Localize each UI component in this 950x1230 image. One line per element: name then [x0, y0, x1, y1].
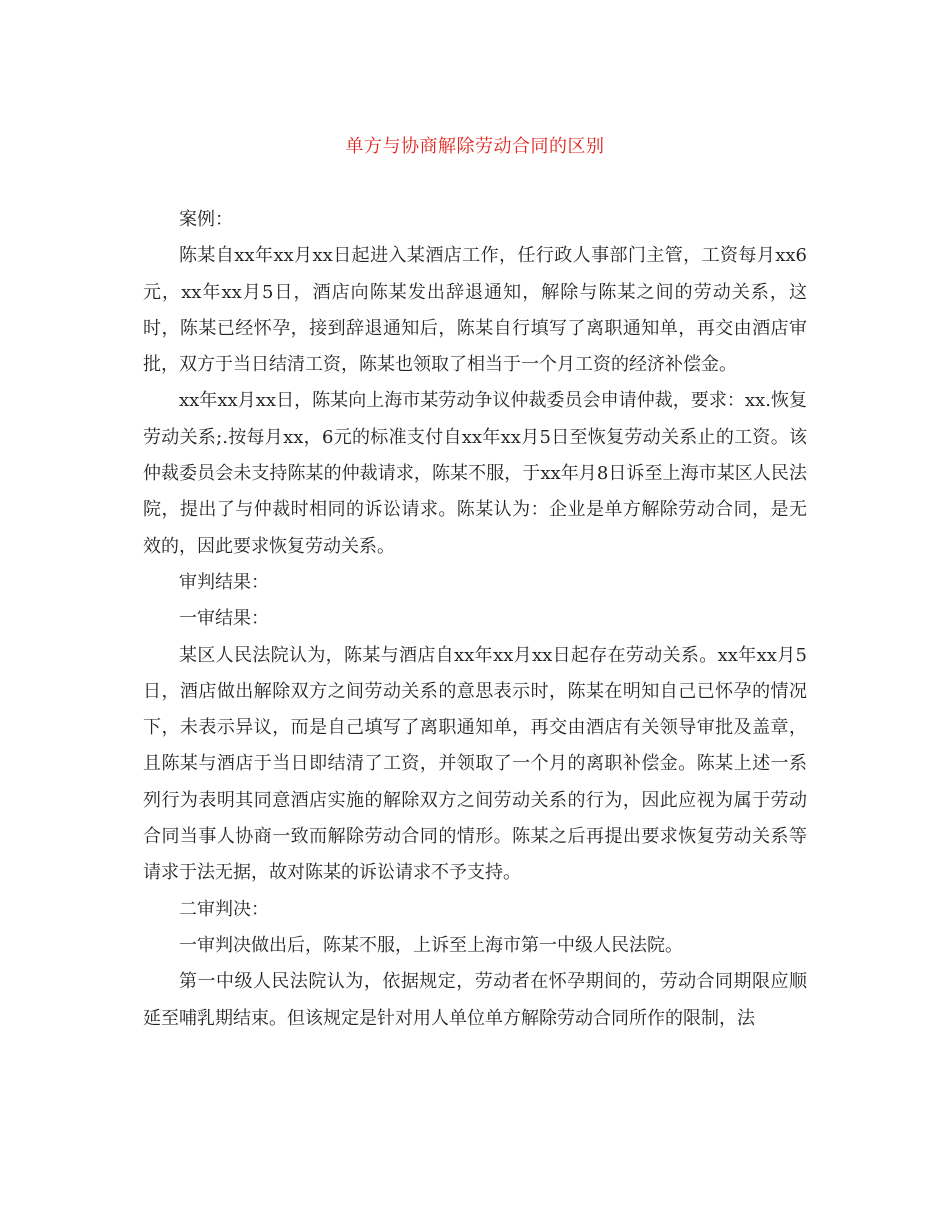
paragraph-case-heading: 案例：: [179, 209, 233, 230]
paragraph-second-instance-heading: 二审判决：: [179, 898, 269, 920]
paragraph-first-instance-reasoning: 某区人民法院认为，陈某与酒店自xx年xx月xx日起存在劳动关系。xx年xx月5日，酒店做出解除双方之间劳动关系的意思表示时，陈某在明知自己已怀孕的情况下，未表示异议，而是自己填写了离职通知单，再交由酒店有关领导审批及盖章，且陈某与酒店于当日即结清了工资，并领取了一个月的离职补偿金。陈某上述一系列行为表明其同意酒店实施的解除双方之间劳动关系的行为，因此应视为属于劳动合同当事人协商一致而解除劳动合同的情形。陈某之后再提出要求恢复劳动关系等请求于法无据，故对陈某的诉讼请求不予支持。: [143, 644, 807, 884]
paragraph-judgment-heading: 审判结果：: [179, 571, 269, 593]
paragraph-appeal: 一审判决做出后，陈某不服，上诉至上海市第一中级人民法院。: [179, 934, 683, 956]
document-body: [143, 202, 807, 1037]
paragraph-arbitration: xx年xx月xx日，陈某向上海市某劳动争议仲裁委员会申请仲裁，要求：xx.恢复劳动关系;.按每月xx，6元的标准支付自xx年xx月5日至恢复劳动关系止的工资。该仲裁委员会未支持陈某的仲裁请求，陈某不服，于xx年月8日诉至上海市某区人民法院，提出了与仲裁时相同的诉讼请求。陈某认为：企业是单方解除劳动合同，是无效的，因此要求恢复劳动关系。: [143, 390, 807, 557]
paragraph-first-instance-heading: 一审结果：: [179, 608, 269, 630]
document-title: 单方与协商解除劳动合同的区别: [345, 136, 605, 157]
paragraph-second-instance-reasoning: 第一中级人民法院认为，依据规定，劳动者在怀孕期间的，劳动合同期限应顺延至哺乳期结束。但该规定是针对用人单位单方解除劳动合同所作的限制，法: [143, 971, 807, 1029]
paragraph-case-facts: 陈某自xx年xx月xx日起进入某酒店工作，任行政人事部门主管，工资每月xx6元，xx年xx月5日，酒店向陈某发出辞退通知，解除与陈某之间的劳动关系，这时，陈某已经怀孕，接到辞退通知后，陈某自行填写了离职通知单，再交由酒店审批，双方于当日结清工资，陈某也领取了相当于一个月工资的经济补偿金。: [143, 245, 807, 376]
